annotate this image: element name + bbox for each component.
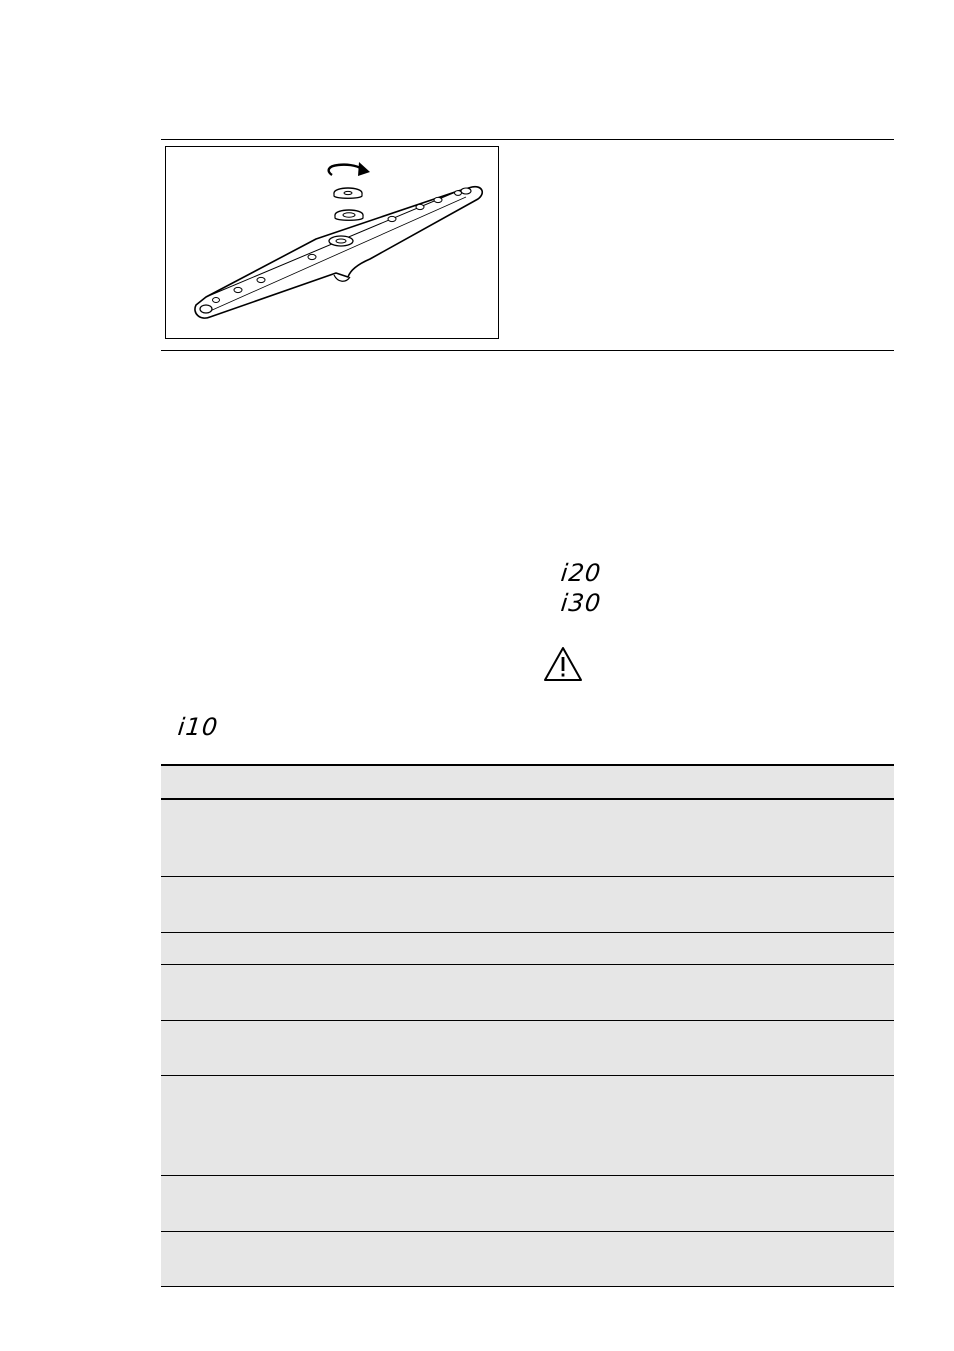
error-code-i20: i20 (559, 559, 603, 587)
table-row (161, 1021, 894, 1075)
table-row (161, 1176, 894, 1231)
spray-arm-nut-icon (334, 188, 362, 198)
spray-arm-figure (165, 146, 499, 339)
table-row (161, 1232, 894, 1286)
rotate-arrow-icon (329, 165, 362, 175)
top-rule (161, 139, 894, 140)
spray-arm-icon (195, 187, 482, 318)
table-row (161, 800, 894, 876)
error-code-i30: i30 (559, 589, 603, 617)
spray-arm-washer-icon (335, 210, 363, 220)
error-code-i10: i10 (176, 713, 220, 741)
rotate-arrowhead-icon (358, 162, 370, 176)
table-row (161, 1076, 894, 1175)
table-bottom-rule (161, 1286, 894, 1287)
section-rule (161, 350, 894, 351)
table-header-row (161, 766, 894, 798)
table-row (161, 933, 894, 964)
table-row (161, 965, 894, 1020)
warning-triangle-icon (542, 645, 584, 683)
table-row (161, 877, 894, 932)
